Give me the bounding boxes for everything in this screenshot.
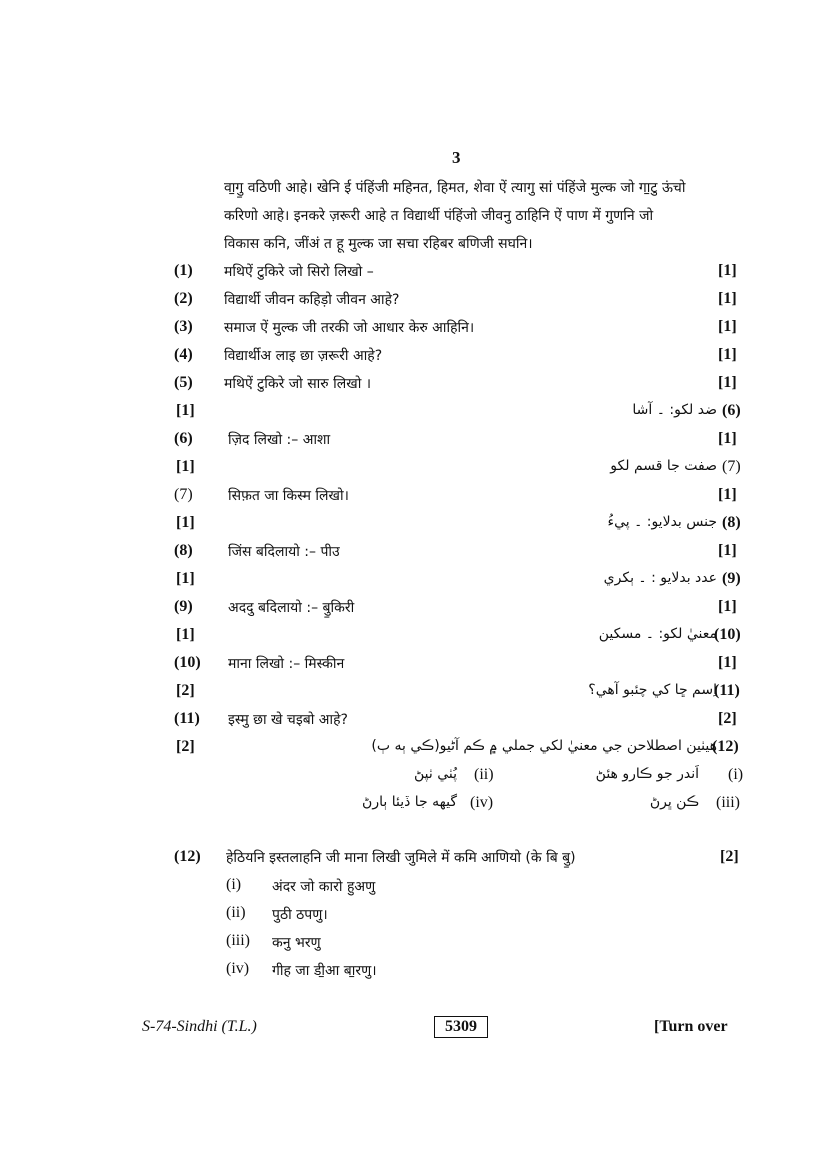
- question-text: हेठियनि इस्तलाहनि जी माना लिखी जुमिले में कमि आणियो (के बि बु॒): [226, 850, 576, 866]
- passage-line: वा॒गु॒ वठिणी आहे। खेनि ई पंहिंजी महिनत, हिमत, शेवा ऐं त्यागु सां पंहिंजे मुल्क जो गा॒टु ऊंचो: [224, 180, 686, 196]
- idiom-text: गीह जा डी॒आ बा॒रणु।: [272, 963, 377, 979]
- question-marks: [1]: [718, 598, 737, 615]
- question-text: अददु बदिलायो :– बु॒किरी: [228, 600, 355, 616]
- question-text-arabic: عدد بدلايو : ۔ ٻکري: [603, 570, 717, 586]
- question-number: (6): [174, 430, 193, 447]
- question-marks: [1]: [718, 318, 737, 335]
- item-roman: (i): [226, 876, 242, 893]
- item-roman: (iv): [226, 960, 250, 977]
- item-roman: (iii): [226, 932, 250, 949]
- question-text: मथिऐं टुकिरे जो सिरो लिखो –: [224, 264, 374, 280]
- question-number: (4): [174, 346, 193, 363]
- question-marks: [1]: [718, 486, 737, 503]
- question-marks: [2]: [718, 710, 737, 727]
- question-marks: [1]: [718, 374, 737, 391]
- question-text-arabic: اِسم ڇا کي چئبو آهي؟: [588, 682, 717, 698]
- question-marks-arabic: [1]: [176, 402, 195, 419]
- turn-over-label: [Turn over: [654, 1018, 728, 1035]
- question-number: (5): [174, 374, 193, 391]
- item-roman: (iv): [470, 794, 494, 811]
- question-number: (10): [174, 654, 201, 671]
- question-number: (9): [174, 598, 193, 615]
- question-number: (7): [174, 486, 193, 503]
- question-marks-arabic: [2]: [176, 738, 195, 755]
- question-number-arabic: (12): [712, 738, 739, 755]
- question-marks-arabic: [1]: [176, 514, 195, 531]
- question-text: ज़िद लिखो :– आशा: [228, 432, 331, 448]
- item-roman: (i): [728, 766, 744, 783]
- question-text: विद्यार्थीअ लाइ छा ज़रूरी आहे?: [224, 348, 383, 364]
- question-number: (12): [174, 848, 201, 865]
- question-text: माना लिखो :– मिस्कीन: [228, 656, 345, 672]
- question-text-arabic: صفت جا قسم لکو: [610, 458, 717, 474]
- question-number-arabic: (8): [722, 514, 741, 531]
- passage-line: करिणो आहे। इनकरे ज़रूरी आहे त विद्यार्थी पंहिंजो जीवनु ठाहिनि ऐं पाण में गुणनि जो: [224, 208, 654, 224]
- question-text-arabic: معنيٰ لکو: ۔ مسکين: [598, 626, 717, 642]
- idiom-arabic: ڪن ڀرڻ: [649, 794, 699, 810]
- question-text: सिफ़त जा किस्म लिखो।: [228, 488, 349, 504]
- question-marks-arabic: [2]: [176, 682, 195, 699]
- idiom-arabic: پُٺي ٺپڻ: [413, 766, 457, 782]
- question-marks-arabic: [1]: [176, 570, 195, 587]
- question-text-arabic: جنس بدلايو: ۔ پيءُ: [607, 514, 717, 530]
- idiom-text: पुठी ठपणु।: [272, 907, 328, 923]
- question-text-arabic: ضد لکو: ۔ آشا: [632, 402, 717, 418]
- page-number: 3: [452, 148, 461, 167]
- question-marks: [1]: [718, 262, 737, 279]
- question-number: (11): [174, 710, 200, 727]
- question-text: विद्यार्थी जीवन कहिड़ो जीवन आहे?: [224, 292, 400, 308]
- question-number: (1): [174, 262, 193, 279]
- question-text: जिंस बदिलायो :– पीउ: [228, 544, 340, 560]
- question-marks: [1]: [718, 654, 737, 671]
- item-roman: (iii): [716, 794, 740, 811]
- question-marks: [1]: [718, 542, 737, 559]
- idiom-text: कनु भरणु: [272, 935, 321, 951]
- question-text: मथिऐं टुकिरे जो सारु लिखो ।: [224, 376, 372, 392]
- question-marks-arabic: [1]: [176, 626, 195, 643]
- question-text: समाज ऐं मुल्क जी तरकी जो आधार केरु आहिनि।: [224, 320, 475, 336]
- idiom-arabic: اَندر جو ڪارو هئڻ: [595, 766, 699, 782]
- question-number-arabic: (11): [714, 682, 740, 699]
- passage-line: विकास कनि, जींअं त हू मुल्क जा सचा रहिबर बणिजी सघनि।: [224, 236, 533, 252]
- question-number: (2): [174, 290, 193, 307]
- paper-code-label: S-74-Sindhi (T.L.): [142, 1018, 257, 1035]
- question-number: (3): [174, 318, 193, 335]
- question-marks: [1]: [718, 430, 737, 447]
- question-number-arabic: (6): [722, 402, 741, 419]
- question-text: इस्मु छा खे चइबो आहे?: [228, 712, 348, 728]
- question-number-arabic: (10): [714, 626, 741, 643]
- item-roman: (ii): [226, 904, 246, 921]
- item-roman: (ii): [474, 766, 494, 783]
- idiom-text: अंदर जो कारो हुअणु: [272, 879, 376, 895]
- question-marks-arabic: [1]: [176, 458, 195, 475]
- idiom-arabic: گيهه جا ڏيئا ٻارڻ: [362, 794, 457, 810]
- question-number: (8): [174, 542, 193, 559]
- question-number-arabic: (9): [722, 570, 741, 587]
- question-marks: [1]: [718, 290, 737, 307]
- question-marks: [1]: [718, 346, 737, 363]
- question-text-arabic: هيٺين اصطلاحن جي معنيٰ لکي جملي ۾ ڪم آڻيو(ڪي ٻه ٻ): [371, 738, 717, 754]
- question-number-arabic: (7): [722, 458, 741, 475]
- paper-code-box: 5309: [434, 1016, 488, 1038]
- question-marks: [2]: [720, 848, 739, 865]
